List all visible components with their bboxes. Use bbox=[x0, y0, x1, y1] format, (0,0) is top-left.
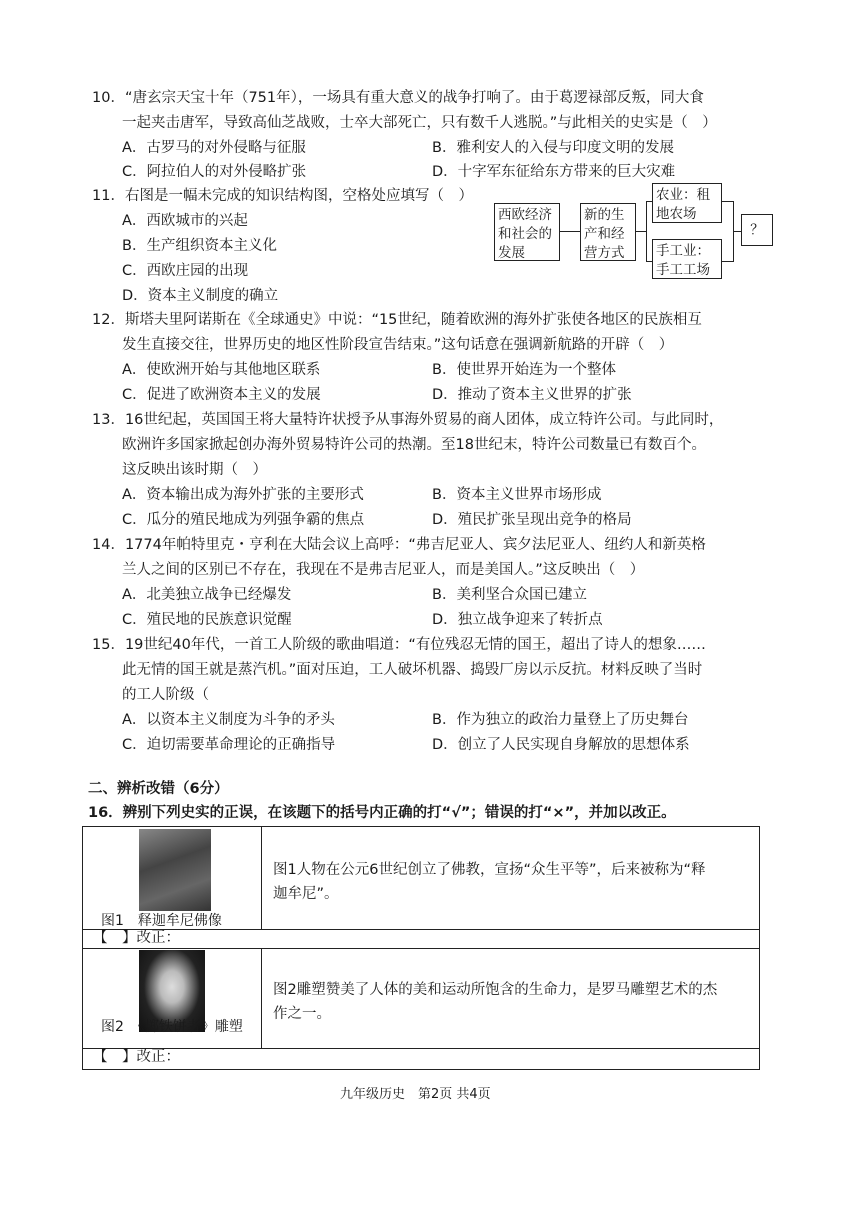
section-title: 二、辨析改错（6分） bbox=[88, 781, 229, 797]
row1-statement-line2: 迦牟尼”。 bbox=[273, 886, 339, 902]
diagram-box-blank: ？ bbox=[741, 214, 773, 246]
q12-option-a[interactable]: A．使欧洲开始与其他地区联系 bbox=[122, 362, 321, 378]
q16-stem: 16．辨别下列史实的正误，在该题下的括号内正确的打“√”；错误的打“×”，并加以改正。 bbox=[88, 805, 676, 821]
q12-stem-line1: 12．斯塔夫里阿诺斯在《全球通史》中说：“15世纪，随着欧洲的海外扩张使各地区的民族相互 bbox=[92, 312, 702, 328]
q14-stem-line2: 兰人之间的区别已不存在，我现在不是弗吉尼亚人，而是美国人。”这反映出（ ） bbox=[122, 562, 645, 578]
q15-option-c[interactable]: C．迫切需要革命理论的正确指导 bbox=[122, 737, 336, 753]
figure1-caption: 图1 释迦牟尼佛像 bbox=[101, 913, 222, 929]
q11-option-b[interactable]: B．生产组织资本主义化 bbox=[122, 238, 277, 254]
q16-table bbox=[82, 826, 760, 1070]
row1-statement-line1: 图1人物在公元6世纪创立了佛教，宣扬“众生平等”，后来被称为“释 bbox=[273, 862, 706, 878]
q15-stem-line1: 15．19世纪40年代，一首工人阶级的歌曲唱道：“有位残忍无情的国王，超出了诗人的想象…… bbox=[92, 637, 706, 653]
buddha-statue-image bbox=[139, 829, 211, 911]
q10-option-b[interactable]: B．雅利安人的入侵与印度文明的发展 bbox=[432, 140, 674, 156]
row2-statement-line1: 图2雕塑赞美了人体的美和运动所饱含的生命力，是罗马雕塑艺术的杰 bbox=[273, 982, 718, 998]
q11-stem-line1: 11．右图是一幅未完成的知识结构图，空格处应填写（ ） bbox=[92, 188, 473, 204]
q10-stem-line1: 10．“唐玄宗天宝十年（751年），一场具有重大意义的战争打响了。由于葛逻禄部反叛，同大食 bbox=[92, 90, 704, 106]
q15-stem-line2: 此无情的国王就是蒸汽机。”面对压迫，工人破坏机器、捣毁厂房以示反抗。材料反映了当时 bbox=[122, 662, 703, 678]
diagram-connector-a bbox=[636, 231, 646, 232]
q14-option-a[interactable]: A．北美独立战争已经爆发 bbox=[122, 587, 292, 603]
diagram-box-production: 新的生产和经营方式 bbox=[580, 203, 636, 261]
q13-stem-line1: 13．16世纪起，英国国王将大量特许状授予从事海外贸易的商人团体，成立特许公司。与此同时， bbox=[92, 412, 724, 428]
q10-option-a[interactable]: A．古罗马的对外侵略与征服 bbox=[122, 140, 306, 156]
q12-option-c[interactable]: C．促进了欧洲资本主义的发展 bbox=[122, 387, 321, 403]
q12-option-b[interactable]: B．使世界开始连为一个整体 bbox=[432, 362, 616, 378]
q14-stem-line1: 14．1774年帕特里克・亨利在大陆会议上高呼：“弗吉尼亚人、宾夕法尼亚人、纽约人和新英格 bbox=[92, 537, 706, 553]
q15-option-b[interactable]: B．作为独立的政治力量登上了历史舞台 bbox=[432, 712, 689, 728]
row2-statement-line2: 作之一。 bbox=[273, 1006, 331, 1022]
q13-option-d[interactable]: D．殖民扩张呈现出竞争的格局 bbox=[432, 512, 632, 528]
q13-option-a[interactable]: A．资本输出成为海外扩张的主要形式 bbox=[122, 487, 364, 503]
q11-option-c[interactable]: C．西欧庄园的出现 bbox=[122, 263, 249, 279]
q13-stem-line3: 这反映出该时期（ ） bbox=[122, 462, 267, 478]
q10-option-c[interactable]: C．阿拉伯人的对外侵略扩张 bbox=[122, 164, 307, 180]
figure2-caption: 图2 《掷铁饼者》雕塑 bbox=[101, 1019, 243, 1035]
q15-option-a[interactable]: A．以资本主义制度为斗争的矛头 bbox=[122, 712, 335, 728]
table-divider-h3 bbox=[83, 1048, 759, 1049]
q12-option-d[interactable]: D．推动了资本主义世界的扩张 bbox=[432, 387, 632, 403]
q13-stem-line2: 欧洲许多国家掀起创办海外贸易特许公司的热潮。至18世纪末，特许公司数量已有数百个。 bbox=[122, 437, 706, 453]
q11-option-a[interactable]: A．西欧城市的兴起 bbox=[122, 213, 248, 229]
diagram-bracket-left bbox=[646, 201, 647, 262]
diagram-box-economy: 西欧经济和社会的发展 bbox=[494, 203, 560, 261]
q15-stem-line3: 的工人阶级（ bbox=[122, 687, 209, 703]
q14-option-d[interactable]: D．独立战争迎来了转折点 bbox=[432, 612, 603, 628]
q10-stem-line2: 一起夹击唐军，导致高仙芝战败，士卒大部死亡，只有数千人逃脱。”与此相关的史实是（ ） bbox=[122, 115, 717, 131]
q14-option-c[interactable]: C．殖民地的民族意识觉醒 bbox=[122, 612, 292, 628]
q12-stem-line2: 发生直接交往，世界历史的地区性阶段宣告结束。”这句话意在强调新航路的开辟（ ） bbox=[122, 337, 674, 353]
diagram-arrow-1 bbox=[560, 231, 580, 232]
q10-option-d[interactable]: D．十字军东征给东方带来的巨大灾难 bbox=[432, 164, 676, 180]
q14-option-b[interactable]: B．美利坚合众国已建立 bbox=[432, 587, 587, 603]
table-divider-v1 bbox=[261, 827, 262, 929]
table-divider-v2 bbox=[261, 948, 262, 1048]
diagram-box-handicraft: 手工业：手工工场 bbox=[652, 239, 722, 279]
row1-answer-field[interactable]: 【 】改正： bbox=[93, 930, 180, 946]
row2-answer-field[interactable]: 【 】改正： bbox=[93, 1049, 180, 1065]
diagram-connector-b bbox=[733, 231, 741, 232]
q13-option-c[interactable]: C．瓜分的殖民地成为列强争霸的焦点 bbox=[122, 512, 365, 528]
diagram-box-agriculture: 农业：租地农场 bbox=[652, 183, 722, 223]
page-footer: 九年级历史 第2页 共4页 bbox=[340, 1087, 491, 1102]
q15-option-d[interactable]: D．创立了人民实现自身解放的思想体系 bbox=[432, 737, 690, 753]
q13-option-b[interactable]: B．资本主义世界市场形成 bbox=[432, 487, 602, 503]
q11-option-d[interactable]: D．资本主义制度的确立 bbox=[122, 288, 279, 304]
